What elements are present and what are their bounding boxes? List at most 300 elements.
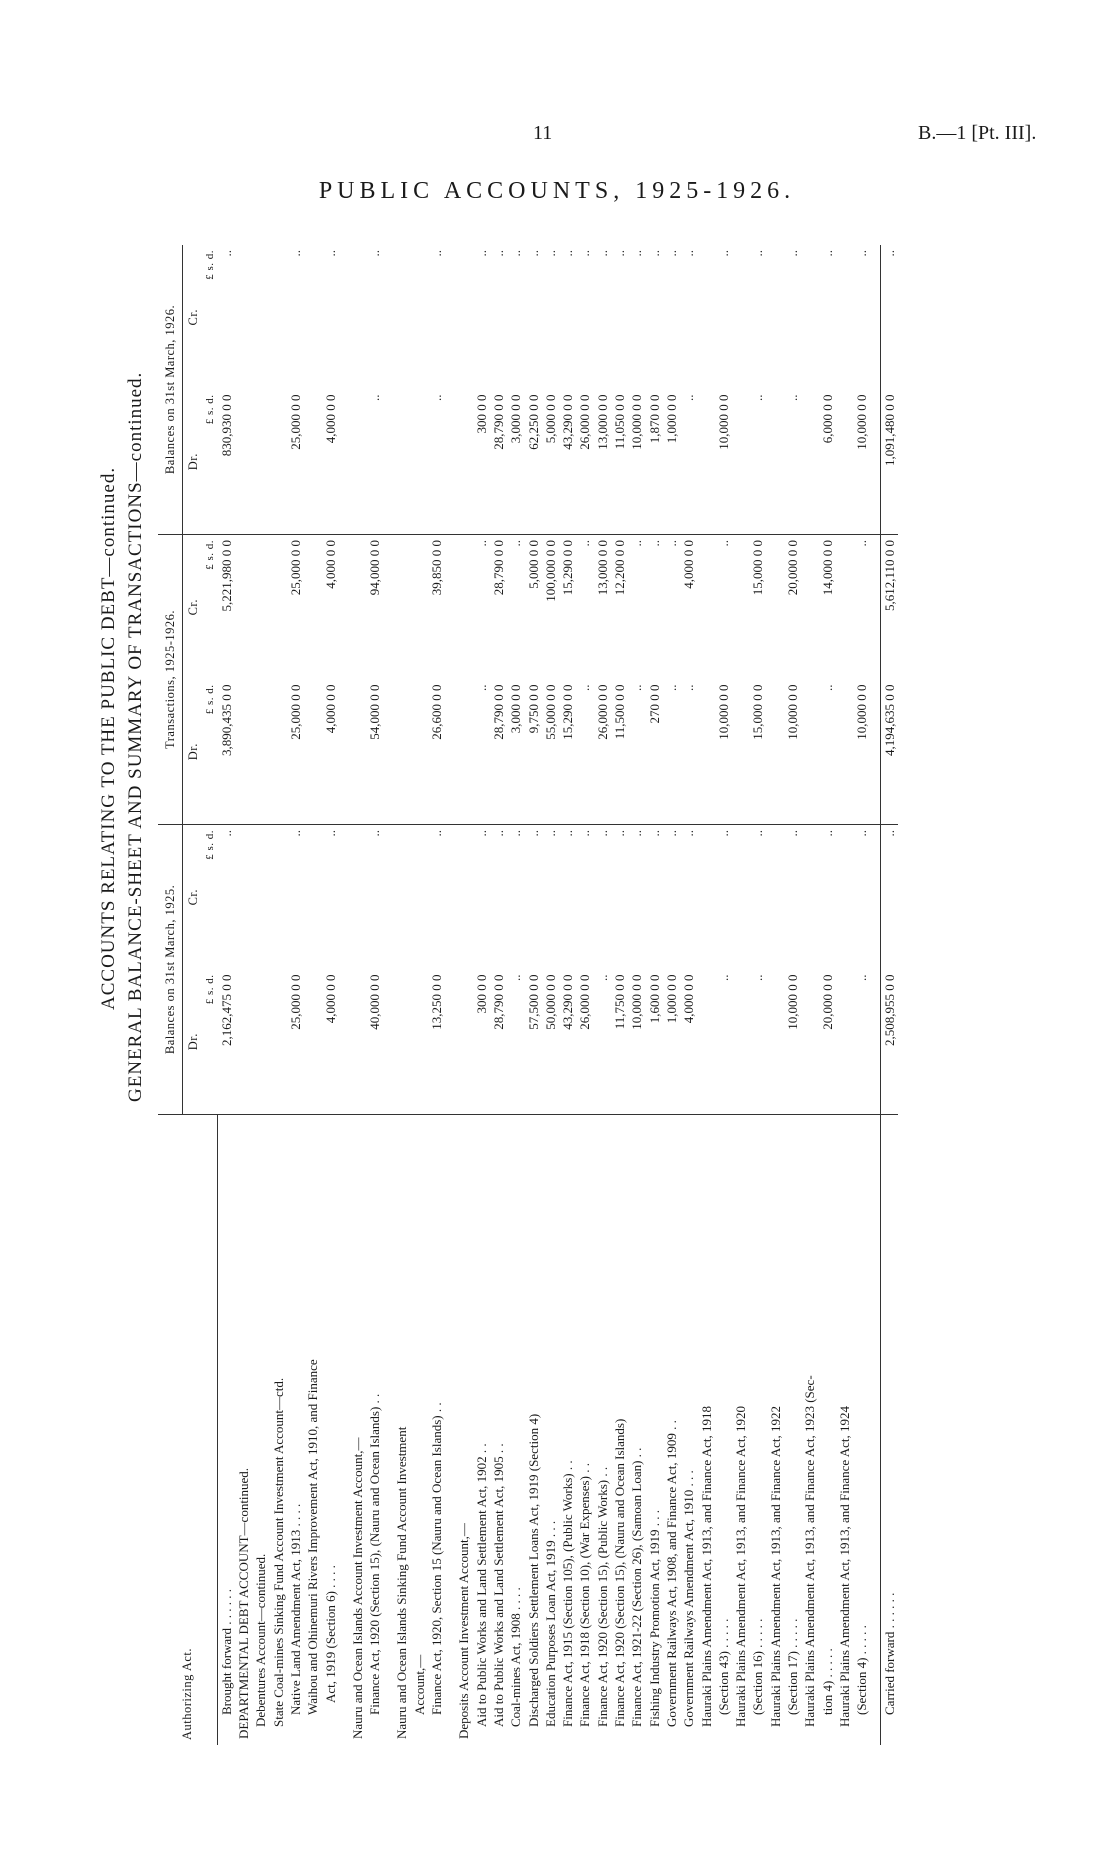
- table-row: [507, 245, 524, 1745]
- amount-cell: ..: [428, 389, 445, 534]
- amount-cell: ..: [287, 250, 303, 257]
- amount-cell: 10,000 0 0: [784, 969, 801, 1114]
- table-row: [445, 245, 455, 1745]
- amount-cell: ..: [428, 824, 445, 969]
- amount-cell: [455, 245, 472, 389]
- amount-cell: ..: [785, 250, 800, 257]
- table-row: [455, 245, 472, 1745]
- amount-cell: [339, 969, 349, 1114]
- table-row: [628, 245, 645, 1745]
- amount-cell: 26,000 0 0: [576, 969, 593, 1114]
- amount-cell: ..: [628, 679, 645, 824]
- amount-cell: [252, 969, 269, 1114]
- amount-cell: [304, 969, 321, 1114]
- amount-cell: [870, 389, 881, 534]
- amount-cell: 20,000 0 0: [818, 969, 835, 1114]
- amount-cell: [269, 679, 286, 824]
- amount-cell: ..: [524, 824, 541, 969]
- amount-cell: 3,890,435 0 0: [217, 679, 235, 824]
- transactions-header: Transactions, 1925-1926.: [158, 534, 183, 824]
- amount-cell: [304, 824, 321, 969]
- table-row: [287, 245, 304, 1745]
- table-row: [472, 245, 489, 1745]
- amount-cell: ..: [663, 534, 680, 679]
- amount-cell: [349, 245, 366, 389]
- amount-cell: 54,000 0 0: [366, 679, 383, 824]
- amount-cell: [393, 245, 410, 389]
- amount-cell: ..: [853, 824, 870, 969]
- row-label: Government Railways Act, 1908, and Finance Act, 1909 . .: [663, 1114, 680, 1745]
- row-label: Hauraki Plains Amendment Act, 1913, and Finance Act, 1923 (Sec-: [801, 1114, 818, 1745]
- amount-cell: [349, 969, 366, 1114]
- table-row: [801, 245, 818, 1745]
- amount-cell: ..: [680, 824, 697, 969]
- row-label: Finance Act, 1915 (Section 105), (Public Works) . .: [559, 1114, 576, 1745]
- amount-cell: 39,850 0 0: [428, 534, 445, 679]
- row-label: Hauraki Plains Amendment Act, 1913, and Finance Act, 1924: [836, 1114, 853, 1745]
- amount-cell: ..: [559, 824, 576, 969]
- amount-cell: [766, 824, 783, 969]
- amount-cell: 270 0 0: [645, 679, 662, 824]
- amount-cell: [269, 245, 286, 389]
- amount-cell: 10,000 0 0: [853, 679, 870, 824]
- amount-cell: 1,600 0 0: [645, 969, 662, 1114]
- amount-cell: [383, 969, 393, 1114]
- amount-cell: 26,600 0 0: [428, 679, 445, 824]
- amount-cell: [269, 534, 286, 679]
- amount-cell: 62,250 0 0: [524, 389, 541, 534]
- amount-cell: ..: [645, 534, 662, 679]
- amount-cell: [383, 824, 393, 969]
- amount-cell: ..: [542, 250, 558, 257]
- amount-cell: 43,290 0 0: [559, 389, 576, 534]
- row-label: Aid to Public Works and Land Settlement Act, 1905 . .: [490, 1114, 507, 1745]
- row-label: Carried forward . . . . . .: [881, 1114, 899, 1745]
- amount-cell: ..: [366, 824, 383, 969]
- amount-cell: [349, 534, 366, 679]
- amount-cell: [870, 245, 881, 389]
- amount-cell: [836, 534, 853, 679]
- row-label: Hauraki Plains Amendment Act, 1913, and Finance Act, 1920: [732, 1114, 749, 1745]
- amount-cell: 4,000 0 0: [321, 389, 338, 534]
- amount-cell: [836, 969, 853, 1114]
- table-row: [428, 245, 445, 1745]
- amount-cell: [801, 534, 818, 679]
- row-label: Fishing Industry Promotion Act, 1919 . . .: [645, 1114, 662, 1745]
- amount-cell: 15,290 0 0: [559, 679, 576, 824]
- amount-cell: [801, 245, 818, 389]
- table-row: [749, 245, 766, 1745]
- amount-cell: 1,000 0 0: [663, 969, 680, 1114]
- amount-cell: 25,000 0 0: [287, 969, 304, 1114]
- table-row: [410, 245, 427, 1745]
- table-row: [559, 245, 576, 1745]
- amount-cell: ..: [819, 250, 835, 257]
- amount-cell: [732, 245, 749, 389]
- balances-1925-header: Balances on 31st March, 1925.: [158, 824, 183, 1114]
- amount-cell: 13,000 0 0: [593, 534, 610, 679]
- amount-cell: ..: [628, 534, 645, 679]
- authorizing-act-header: Authorizing Act.: [158, 1114, 217, 1745]
- amount-cell: [732, 679, 749, 824]
- amount-cell: 4,000 0 0: [321, 969, 338, 1114]
- table-row: [784, 245, 801, 1745]
- amount-cell: 40,000 0 0: [366, 969, 383, 1114]
- amount-cell: ..: [217, 824, 235, 969]
- amount-cell: [697, 679, 714, 824]
- table-row: [576, 245, 593, 1745]
- balances-1926-header: Balances on 31st March, 1926.: [158, 245, 183, 534]
- amount-cell: 11,050 0 0: [611, 389, 628, 534]
- amount-cell: ..: [663, 250, 679, 257]
- amount-cell: ..: [472, 824, 489, 969]
- amount-cell: [836, 824, 853, 969]
- amount-cell: 5,612,110 0 0: [881, 534, 899, 679]
- amount-cell: 4,000 0 0: [321, 679, 338, 824]
- page-title: PUBLIC ACCOUNTS, 1925-1926.: [318, 178, 796, 204]
- amount-cell: ..: [472, 534, 489, 679]
- amount-cell: ..: [881, 824, 899, 969]
- amount-cell: 14,000 0 0: [818, 534, 835, 679]
- amount-cell: [445, 534, 455, 679]
- amount-cell: ..: [680, 679, 697, 824]
- amount-cell: [870, 534, 881, 679]
- row-label: Government Railways Amendment Act, 1910 . . .: [680, 1114, 697, 1745]
- table-row: [715, 245, 732, 1745]
- row-label: Finance Act, 1920 (Section 15), (Nauru and Ocean Islands) . .: [366, 1114, 383, 1745]
- row-label: Finance Act, 1920, Section 15 (Nauru and Ocean Islands) . .: [428, 1114, 445, 1745]
- amount-cell: [455, 679, 472, 824]
- table-row: [663, 245, 680, 1745]
- amount-cell: 9,750 0 0: [524, 679, 541, 824]
- amount-cell: 25,000 0 0: [287, 389, 304, 534]
- row-label: tion 4) . . . . .: [818, 1114, 835, 1745]
- amount-cell: ..: [715, 250, 731, 257]
- amount-cell: [252, 389, 269, 534]
- amount-cell: ..: [429, 250, 445, 257]
- table-row: [383, 245, 393, 1745]
- amount-cell: ..: [366, 389, 383, 534]
- amount-cell: 15,000 0 0: [749, 534, 766, 679]
- amount-cell: [383, 679, 393, 824]
- amount-cell: ..: [594, 250, 610, 257]
- amount-cell: [766, 534, 783, 679]
- table-row: [339, 245, 349, 1745]
- amount-cell: ..: [576, 679, 593, 824]
- amount-cell: ..: [715, 534, 732, 679]
- units-header: £ s. d.: [203, 389, 217, 534]
- amount-cell: ..: [629, 250, 645, 257]
- amount-cell: [269, 824, 286, 969]
- amount-cell: 1,091,480 0 0: [881, 389, 899, 534]
- amount-cell: [339, 389, 349, 534]
- table-row: [697, 245, 714, 1745]
- row-label: Brought forward . . . . . .: [217, 1114, 235, 1745]
- amount-cell: [732, 824, 749, 969]
- amount-cell: [252, 824, 269, 969]
- amount-cell: [252, 679, 269, 824]
- units-header: £ s. d.: [203, 534, 217, 679]
- amount-cell: [766, 245, 783, 389]
- amount-cell: 1,870 0 0: [645, 389, 662, 534]
- amount-cell: [732, 969, 749, 1114]
- amount-cell: [697, 389, 714, 534]
- amount-cell: ..: [663, 679, 680, 824]
- amount-cell: [455, 389, 472, 534]
- table-row: [252, 245, 269, 1745]
- amount-cell: 5,221,980 0 0: [217, 534, 235, 679]
- amount-cell: ..: [473, 250, 489, 257]
- table-row: [766, 245, 783, 1745]
- amount-cell: [801, 679, 818, 824]
- amount-cell: ..: [749, 969, 766, 1114]
- table-row: [217, 245, 235, 1745]
- amount-cell: ..: [218, 250, 234, 257]
- row-label: Coal-mines Act, 1908 . . . .: [507, 1114, 524, 1745]
- amount-cell: 20,000 0 0: [784, 534, 801, 679]
- amount-cell: [235, 245, 252, 389]
- amount-cell: 3,000 0 0: [507, 679, 524, 824]
- amount-cell: 13,250 0 0: [428, 969, 445, 1114]
- amount-cell: [410, 679, 427, 824]
- amount-cell: [801, 389, 818, 534]
- amount-cell: 10,000 0 0: [784, 679, 801, 824]
- table-row: [235, 245, 252, 1745]
- amount-cell: ..: [321, 824, 338, 969]
- amount-cell: 50,000 0 0: [542, 969, 559, 1114]
- units-header: £ s. d.: [203, 679, 217, 824]
- amount-cell: ..: [853, 969, 870, 1114]
- units-header: £ s. d.: [203, 824, 217, 969]
- row-label: (Section 43) . . . . .: [715, 1114, 732, 1745]
- amount-cell: [836, 389, 853, 534]
- table-row: [732, 245, 749, 1745]
- row-label: Discharged Soldiers Settlement Loans Act, 1919 (Section 4): [524, 1114, 541, 1745]
- amount-cell: [383, 245, 393, 389]
- row-label: (Section 4) . . . . .: [853, 1114, 870, 1745]
- page-number: 11: [533, 122, 553, 144]
- amount-cell: [304, 389, 321, 534]
- amount-cell: ..: [715, 969, 732, 1114]
- table-row: [853, 245, 870, 1745]
- total-row: [881, 245, 899, 1745]
- amount-cell: 3,000 0 0: [507, 389, 524, 534]
- amount-cell: ..: [560, 250, 576, 257]
- amount-cell: 4,000 0 0: [680, 534, 697, 679]
- amount-cell: [445, 969, 455, 1114]
- row-label: [445, 1114, 455, 1745]
- amount-cell: [766, 969, 783, 1114]
- amount-cell: [455, 969, 472, 1114]
- amount-cell: [801, 969, 818, 1114]
- amount-cell: ..: [750, 250, 766, 257]
- row-label: Education Purposes Loan Act, 1919 . . .: [542, 1114, 559, 1745]
- cr-header: Cr.: [185, 309, 200, 326]
- amount-cell: 1,000 0 0: [663, 389, 680, 534]
- amount-cell: [349, 824, 366, 969]
- amount-cell: 4,000 0 0: [321, 534, 338, 679]
- table-row: [366, 245, 383, 1745]
- amount-cell: [383, 389, 393, 534]
- amount-cell: ..: [472, 679, 489, 824]
- table-row: [490, 245, 507, 1745]
- dr-header: Dr.: [183, 389, 204, 534]
- amount-cell: ..: [611, 824, 628, 969]
- table-row: [593, 245, 610, 1745]
- amount-cell: 11,500 0 0: [611, 679, 628, 824]
- amount-cell: ..: [784, 389, 801, 534]
- amount-cell: [304, 245, 321, 389]
- amount-cell: [836, 679, 853, 824]
- table-row: [611, 245, 628, 1745]
- amount-cell: ..: [542, 824, 559, 969]
- amount-cell: 4,000 0 0: [680, 969, 697, 1114]
- amount-cell: [393, 389, 410, 534]
- amount-cell: [410, 534, 427, 679]
- amount-cell: [732, 534, 749, 679]
- amount-cell: [732, 389, 749, 534]
- amount-cell: 26,000 0 0: [576, 389, 593, 534]
- amount-cell: ..: [853, 534, 870, 679]
- amount-cell: 10,000 0 0: [715, 679, 732, 824]
- amount-cell: 5,000 0 0: [524, 534, 541, 679]
- amount-cell: [410, 245, 427, 389]
- table-row: [542, 245, 559, 1745]
- amount-cell: ..: [854, 250, 870, 257]
- amount-cell: [455, 534, 472, 679]
- amount-cell: ..: [818, 679, 835, 824]
- row-label: Deposits Account Investment Account,—: [455, 1114, 472, 1745]
- amount-cell: [393, 534, 410, 679]
- row-label: Hauraki Plains Amendment Act, 1913, and Finance Act, 1922: [766, 1114, 783, 1745]
- amount-cell: 25,000 0 0: [287, 679, 304, 824]
- amount-cell: [697, 534, 714, 679]
- row-label: Nauru and Ocean Islands Account Investment Account,—: [349, 1114, 366, 1745]
- section-title: ACCOUNTS RELATING TO THE PUBLIC DEBT—continued.: [98, 466, 119, 1010]
- row-label: [870, 1114, 881, 1745]
- table-row: [680, 245, 697, 1745]
- table-row: [645, 245, 662, 1745]
- amount-cell: ..: [577, 250, 593, 257]
- amount-cell: [697, 245, 714, 389]
- amount-cell: 2,162,475 0 0: [217, 969, 235, 1114]
- amount-cell: 55,000 0 0: [542, 679, 559, 824]
- amount-cell: 4,194,635 0 0: [881, 679, 899, 824]
- amount-cell: [870, 969, 881, 1114]
- amount-cell: ..: [322, 250, 338, 257]
- amount-cell: ..: [680, 389, 697, 534]
- amount-cell: 28,790 0 0: [490, 534, 507, 679]
- amount-cell: [339, 679, 349, 824]
- amount-cell: [235, 969, 252, 1114]
- row-label: Finance Act, 1920 (Section 15), (Nauru and Ocean Islands): [611, 1114, 628, 1745]
- balance-sheet-table-container: [158, 245, 1043, 1745]
- amount-cell: [339, 245, 349, 389]
- amount-cell: [383, 534, 393, 679]
- amount-cell: [870, 824, 881, 969]
- amount-cell: [697, 969, 714, 1114]
- amount-cell: ..: [593, 824, 610, 969]
- amount-cell: 15,290 0 0: [559, 534, 576, 679]
- cr-header: Cr.: [183, 824, 204, 969]
- amount-cell: [235, 389, 252, 534]
- table-body: [217, 245, 898, 1745]
- row-label: [339, 1114, 349, 1745]
- amount-cell: [252, 245, 269, 389]
- amount-cell: [445, 389, 455, 534]
- amount-cell: [393, 824, 410, 969]
- amount-cell: ..: [576, 534, 593, 679]
- amount-cell: [269, 389, 286, 534]
- amount-cell: [235, 534, 252, 679]
- amount-cell: [349, 389, 366, 534]
- amount-cell: [445, 824, 455, 969]
- row-label: Act, 1919 (Section 6) . . . .: [321, 1114, 338, 1745]
- amount-cell: ..: [507, 969, 524, 1114]
- amount-cell: 830,930 0 0: [217, 389, 235, 534]
- row-label: State Coal-mines Sinking Fund Account Investment Account—ctd.: [269, 1114, 286, 1745]
- row-label: Hauraki Plains Amendment Act, 1913, and Finance Act, 1918: [697, 1114, 714, 1745]
- amount-cell: ..: [881, 245, 899, 389]
- amount-cell: 10,000 0 0: [628, 969, 645, 1114]
- row-label: Finance Act, 1920 (Section 15), (Public Works) . .: [593, 1114, 610, 1745]
- amount-cell: [235, 824, 252, 969]
- table-row: [836, 245, 853, 1745]
- row-label: DEPARTMENTAL DEBT ACCOUNT—continued.: [235, 1114, 252, 1745]
- amount-cell: [870, 679, 881, 824]
- amount-cell: 57,500 0 0: [524, 969, 541, 1114]
- amount-cell: 25,000 0 0: [287, 534, 304, 679]
- table-row: [870, 245, 881, 1745]
- units-header: £ s. d.: [204, 250, 216, 280]
- amount-cell: ..: [525, 250, 541, 257]
- amount-cell: [410, 969, 427, 1114]
- amount-cell: ..: [490, 824, 507, 969]
- amount-cell: 300 0 0: [472, 389, 489, 534]
- amount-cell: [339, 534, 349, 679]
- amount-cell: ..: [508, 250, 524, 257]
- amount-cell: 10,000 0 0: [628, 389, 645, 534]
- amount-cell: 10,000 0 0: [715, 389, 732, 534]
- amount-cell: ..: [784, 824, 801, 969]
- cr-header: Cr.: [183, 534, 204, 679]
- table-row: [304, 245, 321, 1745]
- row-label: Aid to Public Works and Land Settlement Act, 1902 . .: [472, 1114, 489, 1745]
- section-subtitle: GENERAL BALANCE-SHEET AND SUMMARY OF TRANSACTIONS—continued.: [125, 371, 146, 1102]
- amount-cell: [252, 534, 269, 679]
- row-label: Finance Act, 1921-22 (Section 26), (Samoan Loan) . .: [628, 1114, 645, 1745]
- amount-cell: ..: [646, 250, 662, 257]
- amount-cell: ..: [749, 389, 766, 534]
- amount-cell: ..: [367, 250, 383, 257]
- amount-cell: [235, 679, 252, 824]
- amount-cell: 26,000 0 0: [593, 679, 610, 824]
- amount-cell: [766, 389, 783, 534]
- amount-cell: 28,790 0 0: [490, 679, 507, 824]
- amount-cell: [349, 679, 366, 824]
- row-label: [383, 1114, 393, 1745]
- amount-cell: 300 0 0: [472, 969, 489, 1114]
- amount-cell: 12,200 0 0: [611, 534, 628, 679]
- amount-cell: ..: [681, 250, 697, 257]
- row-label: Waihou and Ohinemuri Rivers Improvement Act, 1910, and Finance: [304, 1114, 321, 1745]
- amount-cell: ..: [749, 824, 766, 969]
- amount-cell: [801, 824, 818, 969]
- table-row: [269, 245, 286, 1745]
- row-label: (Section 16) . . . . .: [749, 1114, 766, 1745]
- amount-cell: ..: [663, 824, 680, 969]
- amount-cell: ..: [490, 250, 506, 257]
